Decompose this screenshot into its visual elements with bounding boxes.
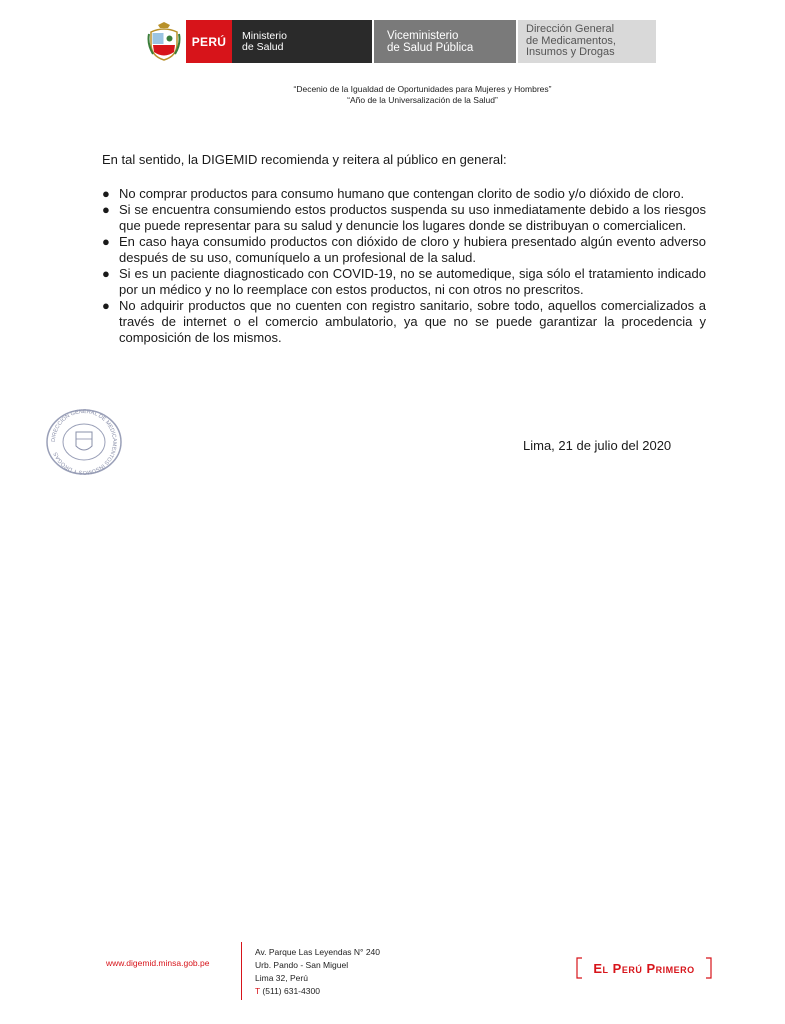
viceministerio-line-2: de Salud Pública (387, 41, 474, 54)
official-seal-icon (45, 408, 123, 476)
list-item-text: Si es un paciente diagnosticado con COVID-19, no se automedique, siga sólo el tratamiento indicado por un médico y no lo reemplace con estos productos, ni con otros no prescritos. (119, 266, 706, 297)
footer-address-line-1: Av. Parque Las Leyendas N° 240 (255, 947, 381, 957)
bullet-icon: ● (102, 186, 110, 201)
phone-prefix: T (255, 986, 261, 996)
direccion-line-1: Dirección General (526, 23, 615, 36)
list-item-text: No comprar productos para consumo humano que contengan clorito de sodio y/o dióxido de cloro. (119, 186, 685, 201)
list-item-text: En caso haya consumido productos con dióxido de cloro y hubiera presentado algún evento adverso después de su uso, comuníquelo a un profesional de la salud. (119, 234, 706, 265)
government-header (142, 20, 656, 63)
viceministerio-label (374, 20, 516, 63)
decenio-line-1: “Decenio de la Igualdad de Oportunidades para Mujeres y Hombres” (293, 84, 552, 94)
list-item (102, 266, 706, 298)
list-item (102, 186, 706, 202)
footer-address-line-3: Lima 32, Perú (255, 973, 308, 983)
bullet-icon: ● (102, 266, 110, 281)
direccion-line-2: de Medicamentos, (526, 34, 616, 47)
bullet-icon: ● (102, 234, 110, 249)
intro-paragraph: En tal sentido, la DIGEMID recomienda y reitera al público en general: (102, 152, 507, 167)
list-item-text: No adquirir productos que no cuenten con registro sanitario, sobre todo, aquellos comercializados a través de internet o el comercio ambulatorio, ya que no se puede garantizar la procedencia y composición de los mismos. (119, 298, 706, 345)
list-item-text: Si se encuentra consumiendo estos productos suspenda su uso inmediatamente debido a los riesgos que puede representar para su salud y denuncie los lugares donde se distribuyan o comercialicen. (119, 202, 706, 233)
document-date: Lima, 21 de julio del 2020 (523, 438, 672, 453)
footer-address (255, 946, 380, 998)
decenio-line-2: “Año de la Universalización de la Salud” (347, 94, 498, 105)
el-peru-primero-logo (576, 957, 712, 979)
peru-label: PERÚ (186, 20, 232, 63)
recommendations-list (102, 186, 706, 346)
svg-text:DIRECCIÓN GENERAL DE MEDICAMEN (51, 409, 117, 475)
ministerio-line-1: Ministerio (242, 29, 287, 42)
viceministerio-line-1: Viceministerio (387, 29, 459, 42)
direccion-line-3: Insumos y Drogas (526, 46, 615, 59)
ministerio-label (232, 20, 372, 63)
footer-website-link[interactable]: www.digemid.minsa.gob.pe (106, 958, 210, 968)
bullet-icon: ● (102, 298, 110, 313)
footer-phone (255, 985, 380, 998)
decenio-motto (0, 84, 785, 105)
footer-address-line-2: Urb. Pando - San Miguel (255, 960, 349, 970)
footer-divider (241, 942, 242, 1000)
list-item (102, 234, 706, 266)
seal-text: DIRECCIÓN GENERAL DE MEDICAMENTOS INSUMOS Y DROGAS (50, 408, 118, 476)
bullet-icon: ● (102, 202, 110, 217)
list-item (102, 202, 706, 234)
slogan-text: El Perú Primero (593, 960, 695, 976)
ministerio-line-2: de Salud (242, 40, 284, 53)
direccion-label (518, 20, 656, 63)
phone-number: (511) 631-4300 (262, 986, 320, 996)
peru-coat-of-arms-icon (142, 20, 186, 63)
list-item (102, 298, 706, 346)
